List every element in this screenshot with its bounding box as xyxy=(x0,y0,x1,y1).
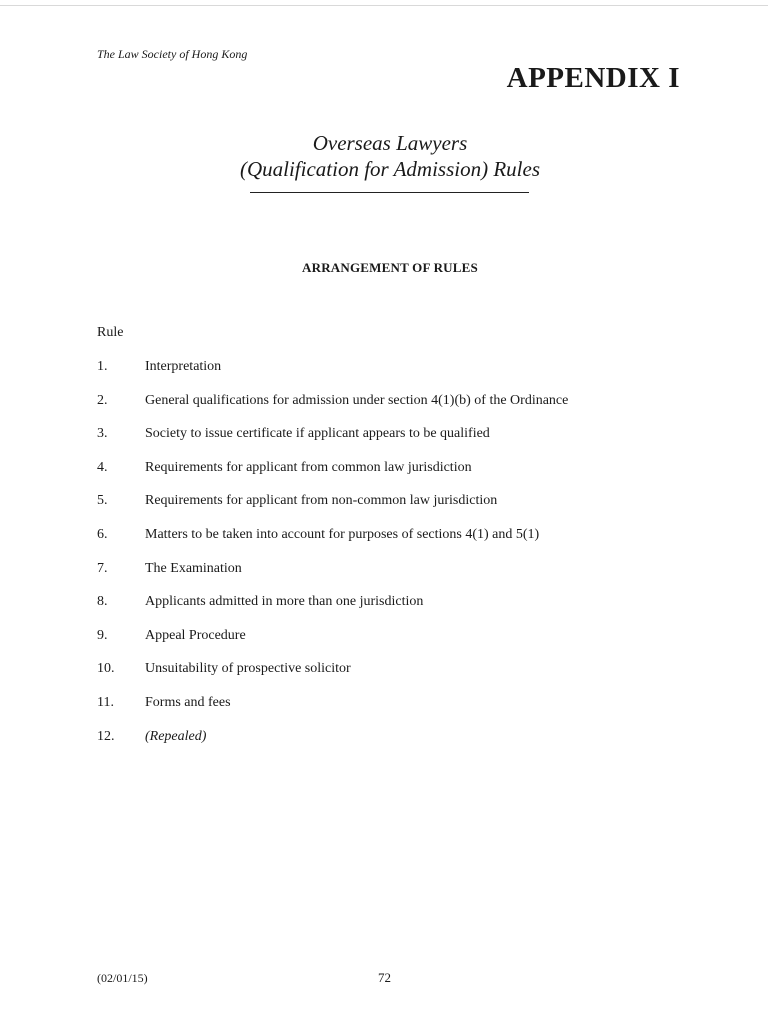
rule-title: Forms and fees xyxy=(145,694,231,710)
rule-title: (Repealed) xyxy=(145,728,207,744)
rule-title: Appeal Procedure xyxy=(145,627,246,643)
rule-number: 11. xyxy=(97,694,114,710)
document-title xyxy=(0,130,768,182)
rule-title: General qualifications for admission under section 4(1)(b) of the Ordinance xyxy=(145,392,569,408)
rule-title: Unsuitability of prospective solicitor xyxy=(145,661,351,677)
rule-number: 2. xyxy=(97,392,108,408)
arrangement-heading: ARRANGEMENT OF RULES xyxy=(302,260,478,275)
rule-number: 4. xyxy=(97,459,108,475)
rule-title: Matters to be taken into account for purposes of sections 4(1) and 5(1) xyxy=(145,526,540,542)
appendix-heading: APPENDIX I xyxy=(506,62,680,94)
rule-number: 7. xyxy=(97,560,108,576)
rule-title: Requirements for applicant from non-common law jurisdiction xyxy=(145,493,498,509)
rule-title: Applicants admitted in more than one jurisdiction xyxy=(145,594,424,610)
title-line-2: (Qualification for Admission) Rules xyxy=(239,157,541,181)
title-underline xyxy=(250,192,529,193)
rule-title: Society to issue certificate if applicant appears to be qualified xyxy=(145,426,490,442)
rule-title: Requirements for applicant from common law jurisdiction xyxy=(145,459,472,475)
organization-name: The Law Society of Hong Kong xyxy=(97,47,248,61)
rule-title: Interpretation xyxy=(145,359,222,374)
rule-number: 8. xyxy=(97,594,108,610)
rule-number: 9. xyxy=(97,627,108,643)
rule-number: 1. xyxy=(97,359,108,374)
rule-column-header: Rule xyxy=(97,325,124,340)
rule-number: 10. xyxy=(97,661,115,677)
scan-edge-line xyxy=(0,5,768,6)
rule-title: The Examination xyxy=(145,560,242,576)
page-number: 72 xyxy=(378,970,391,985)
rule-number: 3. xyxy=(97,426,108,442)
rule-number: 5. xyxy=(97,493,108,509)
rule-number: 6. xyxy=(97,526,108,542)
title-line-1: Overseas Lawyers xyxy=(312,131,468,155)
rule-number: 12. xyxy=(97,728,115,744)
footer-date: (02/01/15) xyxy=(97,971,148,985)
